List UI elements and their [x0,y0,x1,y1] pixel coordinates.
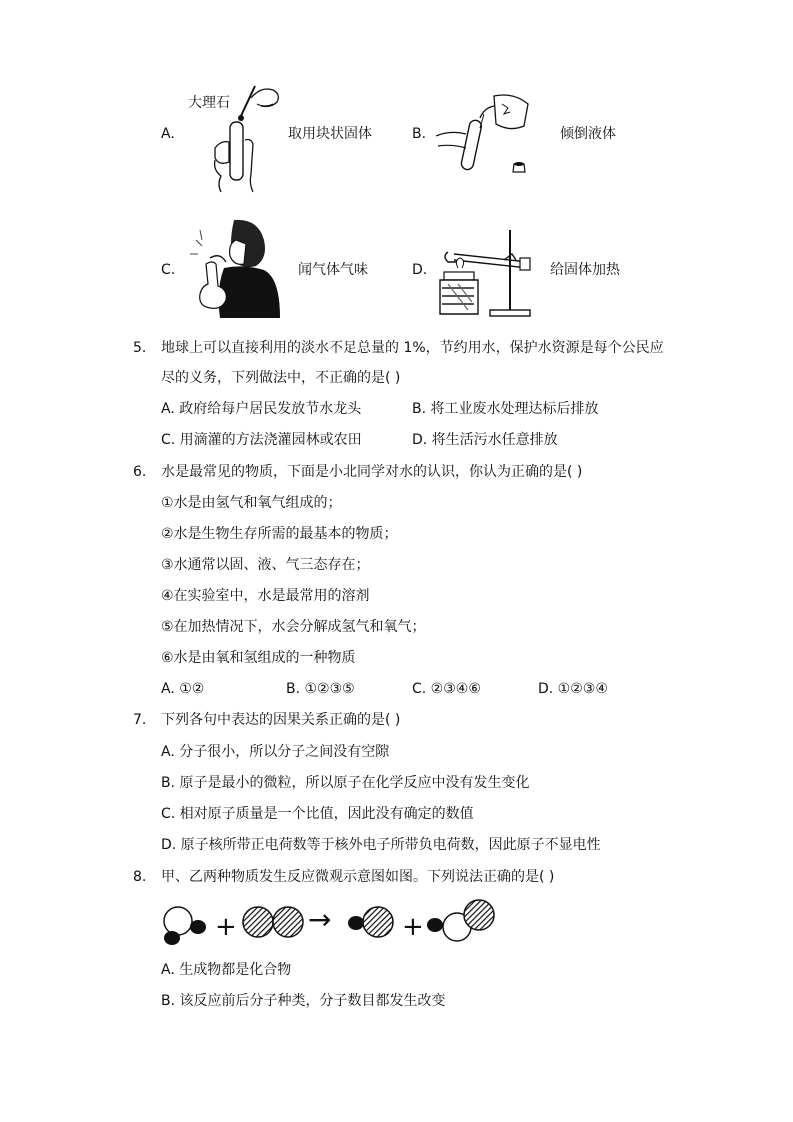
question-number: 6. [133,464,147,480]
statement-item: ⑤在加热情况下，水会分解成氢气和氧气； [161,619,426,635]
plus-sign: + [215,912,237,942]
option-caption: 给固体加热 [550,262,620,278]
option-d: D. 将生活污水任意排放 [412,432,558,448]
heating-solid-apparatus-illustration [434,226,534,318]
option-d: D. 原子核所带正电荷数等于核外电子所带负电荷数，因此原子不显电性 [161,837,601,853]
product-molecule-1 [346,905,396,939]
option-d: D. ①②③④ [538,681,608,697]
statement-item: ④在实验室中，水是最常用的溶剂 [161,588,370,604]
statement-item: ①水是由氢气和氧气组成的； [161,495,342,511]
statement-item: ③水通常以固、液、气三态存在； [161,557,370,573]
option-a: A. ①② [161,681,205,697]
option-a: A. 生成物都是化合物 [161,962,292,978]
option-b: B. 该反应前后分子种类，分子数目都发生改变 [161,993,446,1009]
option-letter: D. [412,262,428,278]
question-stem: 甲、乙两种物质发生反应微观示意图如图。下列说法正确的是( ) [161,869,555,885]
option-a: A. 政府给每户居民发放节水龙头 [161,401,362,417]
option-letter: C. [161,262,176,278]
option-caption: 闻气体气味 [298,262,368,278]
question-number: 5. [133,340,147,356]
marble-test-tube-illustration [205,78,285,193]
pouring-liquid-illustration [436,92,536,177]
product-molecule-2 [425,899,497,943]
option-b: B. 将工业废水处理达标后排放 [412,401,599,417]
option-a: A. 分子很小，所以分子之间没有空隙 [161,744,390,760]
question-stem: 水是最常见的物质，下面是小北同学对水的认识，你认为正确的是( ) [161,464,583,480]
reaction-arrow: → [308,903,332,936]
option-caption: 倾倒液体 [560,126,616,142]
question-number: 7. [133,712,147,728]
option-c: C. ②③④⑥ [412,681,481,697]
option-caption: 取用块状固体 [288,126,372,142]
option-b: B. ①②③⑤ [286,681,355,697]
plus-sign: + [402,912,424,942]
smelling-gas-illustration [188,218,280,318]
option-c: C. 相对原子质量是一个比值，因此没有确定的数值 [161,806,474,822]
statement-item: ②水是生物生存所需的最基本的物质； [161,526,398,542]
reactant-molecule-2 [242,905,308,939]
question-stem-line-2: 尽的义务，下列做法中，不正确的是( ) [161,370,401,386]
marble-label: 大理石 [188,95,230,111]
option-letter: B. [412,126,427,142]
question-stem: 下列各句中表达的因果关系正确的是( ) [161,712,401,728]
question-stem-line-1: 地球上可以直接利用的淡水不足总量的 1%，节约用水，保护水资源是每个公民应 [161,340,664,356]
question-number: 8. [133,869,147,885]
option-letter: A. [161,126,175,142]
option-b: B. 原子是最小的微粒，所以原子在化学反应中没有发生变化 [161,775,530,791]
reactant-molecule-1 [160,903,210,947]
statement-item: ⑥水是由氧和氢组成的一种物质 [161,650,356,666]
option-c: C. 用滴灌的方法浇灌园林或农田 [161,432,362,448]
